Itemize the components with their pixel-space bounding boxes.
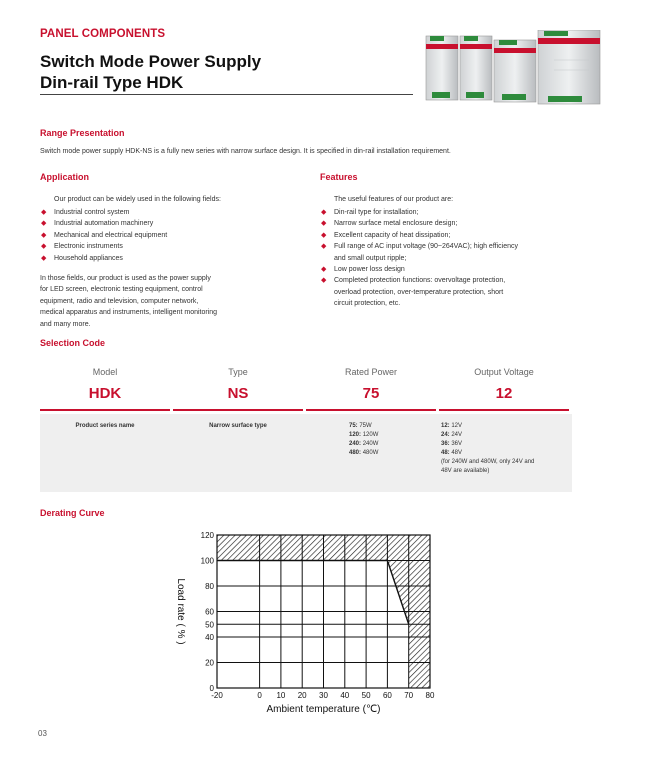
y-tick-label: 20	[205, 658, 214, 668]
paragraph-line: equipment, radio and television, computer network,	[40, 297, 199, 305]
y-tick-label: 120	[200, 531, 214, 540]
x-tick-label: 50	[361, 691, 371, 700]
features-list	[320, 207, 590, 310]
selection-power-value: 75	[362, 385, 380, 402]
voltage-option: 36: 36V	[441, 441, 463, 447]
power-supply-unit	[460, 36, 492, 100]
list-item: ◆ Mechanical and electrical equipment	[40, 230, 300, 241]
list-item: ◆ Industrial control system	[40, 207, 300, 218]
list-item	[320, 241, 590, 264]
list-item: ◆ Electronic instruments	[40, 241, 300, 252]
x-tick-label: 20	[297, 691, 307, 700]
selection-underline	[40, 409, 170, 411]
derating-chart	[160, 525, 460, 720]
y-axis-label: Load rate ( % )	[175, 578, 186, 645]
selection-underline	[439, 409, 569, 411]
product-photo	[424, 30, 624, 110]
application-heading: Application	[40, 172, 89, 182]
selection-underline	[306, 409, 436, 411]
paragraph-line: In those fields, our product is used as the power supply	[40, 275, 211, 282]
selection-model-header: Model	[92, 367, 118, 377]
list-item-text: Full range of AC input voltage (90~264VAC); high efficiency	[334, 243, 518, 251]
title-divider	[40, 94, 413, 95]
x-tick-label: 10	[276, 691, 286, 700]
application-list	[40, 207, 300, 264]
voltage-option: 48: 48V	[441, 450, 463, 456]
y-tick-label: 0	[209, 684, 214, 693]
voltage-options	[441, 422, 571, 476]
list-item: ◆ Excellent capacity of heat dissipation;	[320, 230, 590, 241]
list-item: ◆ Low power loss design	[320, 264, 590, 275]
power-option: 75: 75W	[349, 423, 372, 429]
selection-underline	[173, 409, 303, 411]
y-tick-label: 60	[205, 607, 214, 617]
x-tick-label: 80	[425, 691, 435, 700]
selection-heading: Selection Code	[40, 338, 106, 348]
selection-power-header: Rated Power	[344, 367, 398, 377]
features-heading: Features	[320, 172, 358, 182]
selection-voltage-header: Output Voltage	[474, 367, 534, 377]
power-option: 120: 120W	[349, 432, 379, 438]
power-option: 240: 240W	[349, 441, 379, 447]
x-tick-label: 30	[319, 691, 328, 700]
range-heading: Range Presentation	[40, 128, 125, 138]
x-tick-label: 70	[404, 691, 414, 700]
power-supply-unit	[494, 40, 536, 102]
x-tick-label: -20	[211, 691, 223, 700]
selection-type-header: Type	[228, 367, 248, 377]
voltage-note: 48V are available)	[441, 468, 490, 474]
selection-type	[173, 367, 303, 402]
voltage-note: (for 240W and 480W, only 24V and	[441, 459, 535, 465]
y-tick-label: 100	[200, 556, 214, 566]
list-item-continuation: and small output ripple;	[334, 254, 407, 262]
category-label: PANEL COMPONENTS	[40, 28, 166, 40]
power-options	[349, 422, 439, 458]
application-paragraph	[40, 273, 310, 330]
selection-model	[40, 367, 170, 402]
list-item-continuation: overload protection, over-temperature protection, short	[334, 288, 504, 296]
application-intro: Our product can be widely used in the following fields:	[54, 196, 221, 203]
selection-voltage-value: 12	[495, 385, 513, 402]
power-option: 480: 480W	[349, 450, 379, 456]
list-item: ◆ Industrial automation machinery	[40, 218, 300, 229]
voltage-option: 12: 12V	[441, 423, 463, 429]
title-line-2: Din-rail Type HDK	[40, 73, 184, 92]
x-tick-label: 40	[340, 691, 350, 700]
type-description: Narrow surface type	[209, 423, 267, 429]
selection-power	[306, 367, 436, 402]
voltage-option: 24: 24V	[441, 432, 463, 438]
list-item-continuation: circuit protection, etc.	[334, 300, 401, 308]
power-supply-unit	[538, 30, 600, 104]
x-tick-label: 0	[257, 691, 262, 700]
list-item: ◆ Household appliances	[40, 253, 300, 264]
x-tick-label: 60	[382, 691, 392, 700]
paragraph-line: and many more.	[40, 320, 91, 328]
list-item: ◆ Narrow surface metal enclosure design;	[320, 218, 590, 229]
list-item-text: Completed protection functions: overvoltage protection,	[334, 277, 506, 285]
y-tick-label: 50	[205, 620, 214, 630]
title-line-1: Switch Mode Power Supply	[40, 52, 262, 71]
paragraph-line: medical apparatus and instruments, intelligent monitoring	[40, 309, 218, 317]
power-supply-unit	[426, 36, 458, 100]
selection-model-value: HDK	[88, 385, 122, 402]
page-number: 03	[38, 729, 47, 738]
x-axis-label: Ambient temperature (℃)	[266, 704, 381, 715]
y-tick-label: 80	[205, 582, 214, 591]
model-description: Product series name	[75, 423, 135, 429]
selection-voltage	[439, 367, 569, 402]
list-item	[320, 275, 590, 309]
paragraph-line: for LED screen, electronic testing equipment, control	[40, 286, 203, 294]
range-text: Switch mode power supply HDK-NS is a fully new series with narrow surface design. It is specified in din-rail installation requirement.	[40, 148, 451, 155]
page-title	[40, 51, 261, 93]
derating-heading: Derating Curve	[40, 508, 105, 518]
y-tick-label: 40	[205, 633, 214, 642]
list-item: ◆ Din-rail type for installation;	[320, 207, 590, 218]
selection-type-value: NS	[227, 385, 249, 402]
derating-line	[217, 561, 409, 625]
features-intro: The useful features of our product are:	[334, 196, 454, 203]
